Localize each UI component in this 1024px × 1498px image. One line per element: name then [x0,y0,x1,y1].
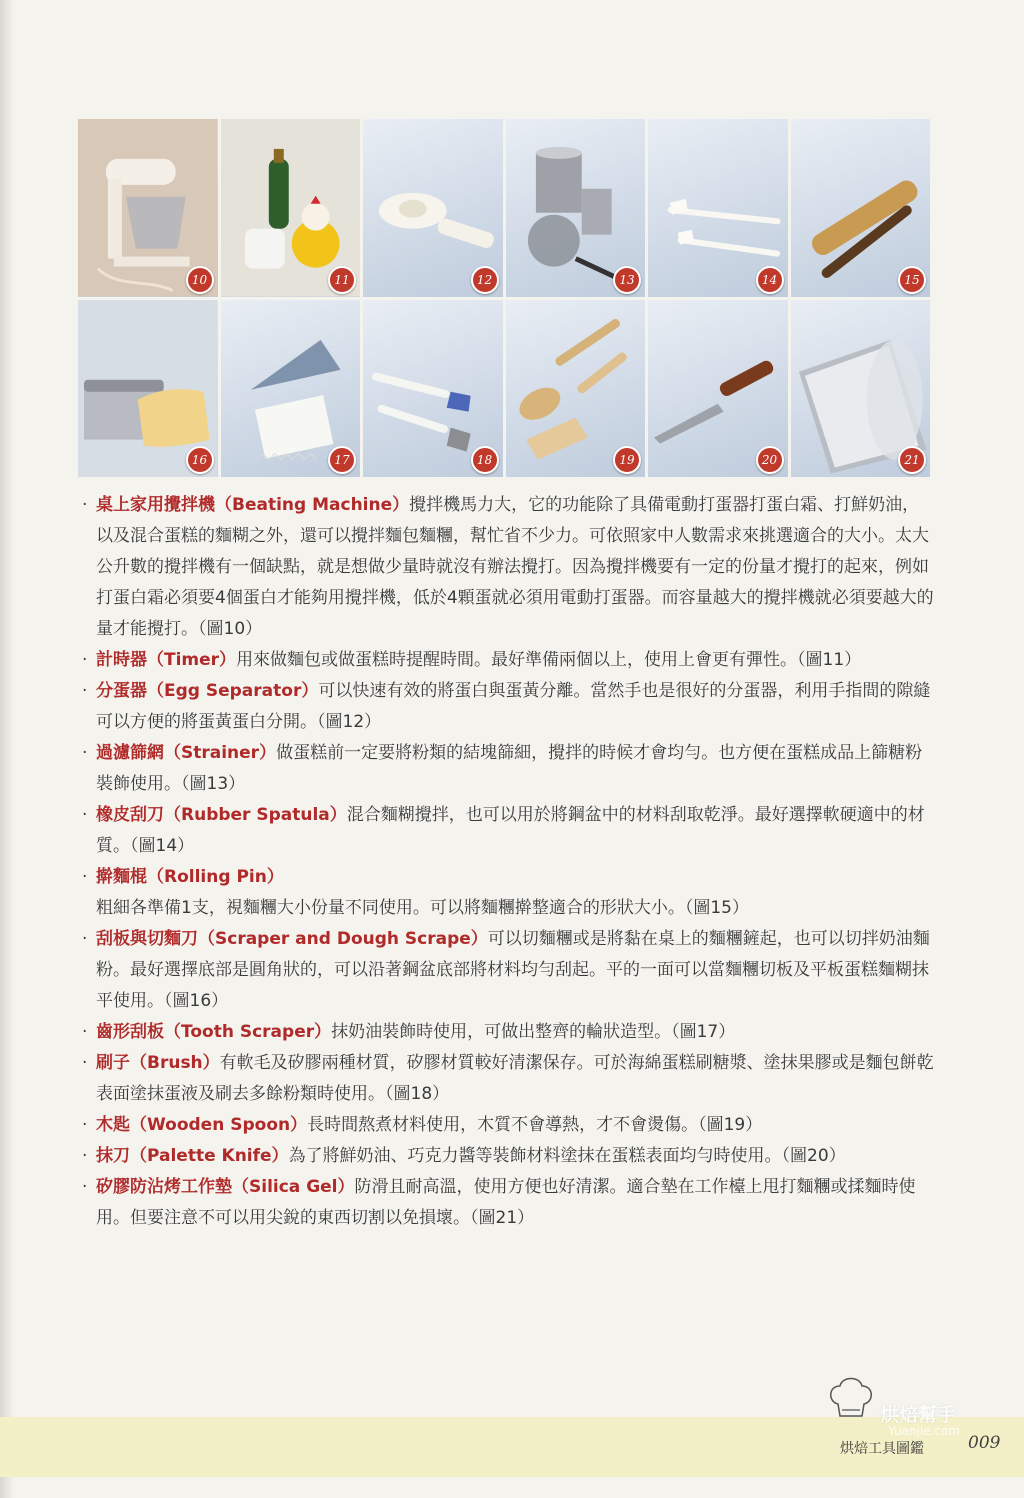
list-item [80,1172,936,1234]
item-term: 計時器（Timer） [96,650,237,670]
item-text: 防滑且耐高溫，使用方便也好清潔。適合墊在工作檯上甩打麵糰或揉麵時使用。但要注意不可以用尖銳的東西切割以免損壞。（圖21） [96,1177,916,1228]
photo-badge: 11 [328,266,356,294]
item-text: 可以快速有效的將蛋白與蛋黃分離。當然手也是很好的分蛋器，利用手指間的隙縫可以方便的將蛋黃蛋白分開。（圖12） [96,681,931,732]
photo-badge: 12 [471,266,499,294]
page-number: 009 [968,1433,1001,1453]
photo-badge: 18 [471,446,499,474]
item-term: 過濾篩網（Strainer） [96,743,277,763]
tool-list [80,490,936,1234]
photo-badge: 19 [613,446,641,474]
item-term: 矽膠防沾烤工作墊（Silica Gel） [96,1177,355,1197]
item-term: 刮板與切麵刀（Scraper and Dough Scrape） [96,929,488,949]
list-item [80,645,936,676]
photo-badge: 10 [186,266,214,294]
item-term: 刷子（Brush） [96,1053,220,1073]
list-item [80,1110,936,1141]
item-text: 攪拌機馬力大，它的功能除了具備電動打蛋器打蛋白霜、打鮮奶油，以及混合蛋糕的麵糊之外，還可以攪拌麵包麵糰，幫忙省不少力。可依照家中人數需求來挑選適合的大小。太大公升數的攪拌機有一個缺點，就是想做少量時就沒有辦法攪打。因為攪拌機要有一定的份量才攪打的起來，例如打蛋白霜必須要4個蛋白才能夠用攪拌機，低於4顆蛋就必須用電動打蛋器。而容量越大的攪拌機就必須要越大的量才能攪打。（圖10） [96,495,934,639]
list-item [80,862,936,924]
list-item [80,1017,936,1048]
photo-badge: 14 [756,266,784,294]
item-term: 擀麵棍（Rolling Pin） [96,867,284,887]
item-text: 長時間熬煮材料使用，木質不會導熱，才不會燙傷。（圖19） [307,1115,763,1135]
item-text: 混合麵糊攪拌，也可以用於將鋼盆中的材料刮取乾淨。最好選擇軟硬適中的材質。（圖14） [96,805,925,856]
list-item [80,800,936,862]
item-term: 齒形刮板（Tooth Scraper） [96,1022,332,1042]
list-item [80,676,936,738]
watermark: 烘焙幫手 [880,1404,957,1426]
list-item [80,738,936,800]
item-term: 木匙（Wooden Spoon） [96,1115,308,1135]
photo-kitchen-timers [221,119,361,297]
list-item [80,490,936,645]
item-term: 桌上家用攪拌機（Beating Machine） [96,495,410,515]
photo-grid [78,119,930,477]
item-text: 做蛋糕前一定要將粉類的結塊篩細，攪拌的時候才會均勻。也方便在蛋糕成品上篩糖粉裝飾使用。（圖13） [96,743,923,794]
item-term: 分蛋器（Egg Separator） [96,681,319,701]
photo-wooden-spoon [506,300,646,478]
item-text: 用來做麵包或做蛋糕時提醒時間。最好準備兩個以上，使用上會更有彈性。（圖11） [236,650,862,670]
list-item [80,924,936,1017]
photo-brushes [363,300,503,478]
photo-dough-scrapers [78,300,218,478]
item-term: 橡皮刮刀（Rubber Spatula） [96,805,347,825]
photo-stand-mixer [78,119,218,297]
photo-badge: 13 [613,266,641,294]
item-text: 粗細各準備1支，視麵糰大小份量不同使用。可以將麵糰擀整適合的形狀大小。（圖15） [96,898,749,918]
watermark-sub: Yuanjie.com [888,1424,961,1438]
photo-badge: 20 [756,446,784,474]
item-text: 有軟毛及矽膠兩種材質，矽膠材質較好清潔保存。可於海綿蛋糕刷糖漿、塗抹果膠或是麵包餅乾表面塗抹蛋液及刷去多餘粉類時使用。（圖18） [96,1053,934,1104]
item-text: 可以切麵糰或是將黏在桌上的麵糰鏟起，也可以切拌奶油麵粉。最好選擇底部是圓角狀的，可以沿著鋼盆底部將材料均勻刮起。平的一面可以當麵糰切板及平板蛋糕麵糊抹平使用。（圖16） [96,929,930,1011]
photo-silicone-mat [791,300,931,478]
photo-egg-separator [363,119,503,297]
footer-title: 烘焙工具圖鑑 [840,1441,924,1457]
photo-badge: 21 [898,446,926,474]
item-text: 抹奶油裝飾時使用，可做出整齊的輪狀造型。（圖17） [331,1022,736,1042]
page-binding-shadow [0,0,14,1498]
photo-badge: 16 [186,446,214,474]
photo-tooth-scraper [221,300,361,478]
item-text: 為了將鮮奶油、巧克力醬等裝飾材料塗抹在蛋糕表面均勻時使用。（圖20） [288,1146,846,1166]
photo-rubber-spatulas [648,119,788,297]
photo-rolling-pins [791,119,931,297]
item-term: 抹刀（Palette Knife） [96,1146,289,1166]
photo-palette-knife [648,300,788,478]
photo-flour-sifter [506,119,646,297]
list-item [80,1141,936,1172]
list-item [80,1048,936,1110]
chef-hat-icon [826,1374,876,1420]
photo-badge: 15 [898,266,926,294]
photo-badge: 17 [328,446,356,474]
